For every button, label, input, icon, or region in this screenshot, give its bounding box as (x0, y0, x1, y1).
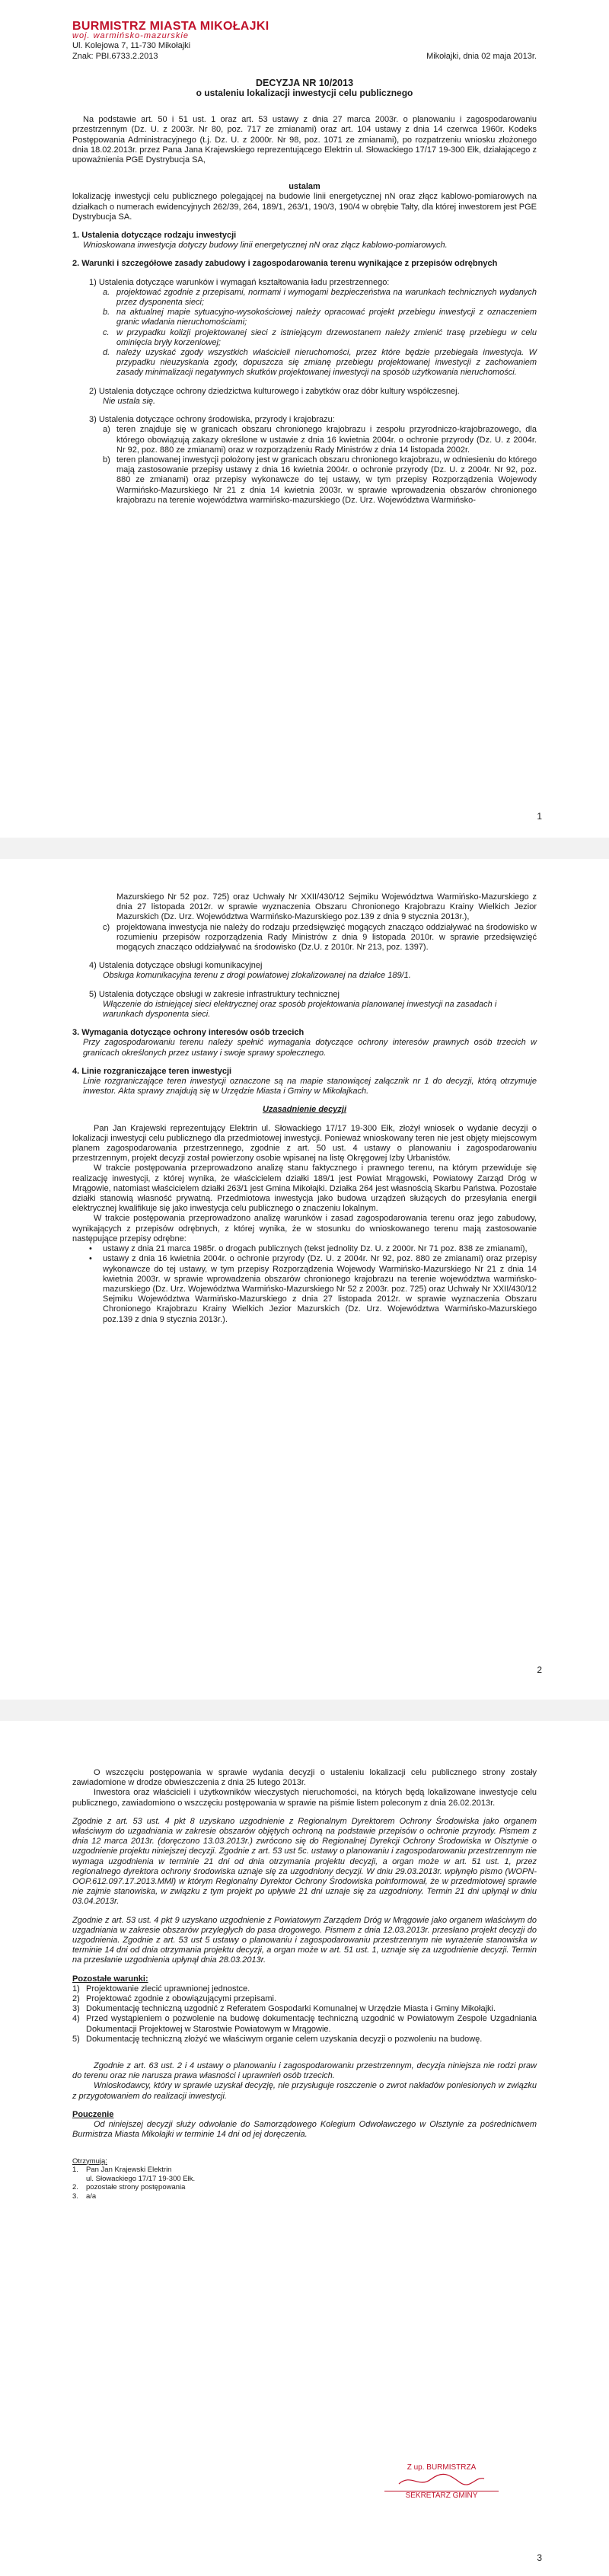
list-item: ul. Słowackiego 17/17 19-300 Ełk. (86, 2174, 196, 2183)
justification-paragraph: W trakcie postępowania przeprowadzono analizę stanu faktycznego i prawnego terenu, na którym przewiduje się realizację inwestycji, z której wynika, że właścicielem działki 189/1 jest Powiat Mrągowski, Powiatowy Zarząd Dróg w Mrągowie, natomiast właścicielem działki 263/1 jest Gmina Mikołajki. Działka 264 jest własnością Skarbu Państwa. Pozostałe działki stanowią własność prywatną. Przedmiotowa inwestycja jako budowa urządzeń służących do przesyłania energii elektrycznej kwalifikuje się jako inwestycja celu publicznego o znaczeniu lokalnym. (72, 1164, 537, 1214)
case-number: Znak: PBI.6733.2.2013 (72, 51, 158, 61)
section-2-4-text: Obsługa komunikacyjna terenu z drogi powiatowej zlokalizowanej na działce 189/1. (103, 971, 411, 981)
list-item: 3) Dokumentację techniczną uzgodnić z Referatem Gospodarki Komunalnej w Urzędzie Miasta i Gminy Mikołajki. (72, 2004, 496, 2014)
letterhead-subtitle: woj. warmińsko-mazurskie (72, 31, 189, 41)
section-2-3-title: 3) Ustalenia dotyczące ochrony środowiska, przyrody i krajobrazu: (89, 415, 335, 425)
section-4-title: 4. Linie rozgraniczające teren inwestycji (72, 1066, 232, 1076)
list-item: 2. pozostałe strony postępowania (72, 2183, 186, 2191)
ustalam-heading: ustalam (289, 182, 320, 192)
document-page-1 (0, 0, 609, 838)
page-3-content (72, 1768, 537, 2201)
letterhead-title: BURMISTRZ MIASTA MIKOŁAJKI (72, 20, 269, 33)
section-1-title: 1. Ustalenia dotyczące rodzaju inwestycji (72, 231, 237, 241)
section-1-text: Wnioskowana inwestycja dotyczy budowy linii energetycznej nN oraz złącz kablowo-pomiarowych. (83, 241, 448, 251)
page-number: 2 (537, 1665, 542, 1675)
justification-heading: Uzasadnienie decyzji (262, 1105, 347, 1115)
paragraph: Wnioskodawcy, który w sprawie uzyskał decyzję, nie przysługuje roszczenie o zwrot nakładów poniesionych w związku z przygotowaniem do realizacji inwestycji. (72, 2081, 537, 2101)
list-item: b) teren planowanej inwestycji położony jest w granicach obszaru chronionego krajobrazu, w odniesieniu do którego mają zastosowanie przepisy ustawy z dnia 16 kwietnia 2004r. o ochronie przyrody (Dz. U. z 2004r. Nr 92, poz. 880 ze zmianami) oraz przepisy wykonawcze do tej ustawy, w tym przepisy Rozporządzenia Wojewody Warmińsko-Mazurskiego Nr 21 z dnia 14 kwietnia 2003r. w sprawie wprowadzenia obszarów chronionego krajobrazu na terenie województwa warmińsko-mazurskiego (Dz. Urz. Województwa Warmińsko- (103, 455, 537, 505)
signature-scribble (396, 2472, 487, 2488)
page-number: 3 (537, 2552, 542, 2563)
page-2-content (72, 892, 537, 1325)
section-3-text: Przy zagospodarowaniu terenu należy spełnić wymagania dotyczące ochrony interesów prawnych osób trzecich w granicach określonych przez ustawy i swoje sprawy społecznego. (83, 1038, 537, 1058)
page-1-content (72, 21, 537, 506)
continued-text: Mazurskiego Nr 52 poz. 725) oraz Uchwały Nr XXII/430/12 Sejmiku Województwa Warmińsko-Mazurskiego z dnia 27 listopada 2012r. w sprawie wyznaczenia Obszaru Chronionego Krajobrazu Krainy Wielkich Jezior Mazurskich (Dz. Urz. Województwa Warmińsko-Mazurskiego poz.139 z dnia 9 stycznia 2013r.), (116, 892, 537, 922)
section-2-2-title: 2) Ustalenia dotyczące ochrony dziedzictwa kulturowego i zabytków oraz dóbr kultury współczesnej. (89, 386, 460, 396)
stamp-line-1: Z up. BURMISTRZA (407, 2463, 477, 2472)
legal-basis: Na podstawie art. 50 i 51 ust. 1 oraz art. 53 ustawy z dnia 27 marca 2003r. o planowaniu i zagospodarowaniu przestrzennym (Dz. U. z 2003r. Nr 80, poz. 717 ze zmianami) oraz art. 104 ustawy z dnia 14 czerwca 1960r. Kodeks Postępowania Administracyjnego (t.j. Dz. U. z 2000r. Nr 98, poz. 1071 ze zmianami), po rozpatrzeniu wniosku złożonego dnia 18.02.2013r. przez Pana Jana Krajewskiego reprezentującego Elektrin ul. Słowackiego 17/17 19-300 Ełk, działającego z upoważnienia PGE Dystrybucja SA, (72, 115, 537, 165)
list-item: d. należy uzyskać zgody wszystkich właścicieli nieruchomości, przez które będzie przebiegała inwestycja. W przypadku nieuzyskania zgody, dopuszcza się zmianę przebiegu projektowanej inwestycji z zachowaniem zasady minimalizacji negatywnych skutków projektowanej inwestycji na sposób użytkowania nieruchomości. (103, 348, 537, 378)
document-date: Mikołajki, dnia 02 maja 2013r. (426, 51, 537, 61)
list-item: b. na aktualnej mapie sytuacyjno-wysokościowej należy opracować projekt przebiegu inwestycji z oznaczeniem granic władania nieruchomościami; (103, 308, 537, 327)
section-2-1-list (103, 288, 537, 378)
page-number: 1 (537, 811, 542, 822)
paragraph: Zgodnie z art. 53 ust. 4 pkt 8 uzyskano uzgodnienie z Regionalnym Dyrektorem Ochrony Środowiska jako organem właściwym do uzgadniania w zakresie obszarów objętych ochroną na podstawie przepisów o ochronie przyrody. Pismem z dnia 12 marca 2013r. (doręczono 13.03.2013r.) zwrócono się do Regionalnej Dyrekcji Ochrony Środowiska w Olsztynie o uzgodnienie projektu niniejszej decyzji. Zgodnie z art. 53 ust 5c. ustawy o planowaniu i zagospodarowaniu przestrzennym nie wymaga uzgodnienia w terminie 21 dni od dnia otrzymania projektu decyzji, a organ może w art. 51 ust. 1, przez regionalnego dyrektora ochrony środowiska uznaje się za uzgodniony decyzji. W dniu 29.03.2013r. wpłynęło pismo (WOPN-OOP.612.097.17.2013.MMl) w którym Regionalny Dyrektor Ochrony Środowiska poinformował, że w przedmiotowej sprawie nie zajmie stanowiska, w związku z tym projekt po upływie 21 dni uznaje się za uzgodniony. Termin 21 dni upłynął w dniu 03.04.2013r. (72, 1816, 537, 1907)
section-2-4-title: 4) Ustalenia dotyczące obsługi komunikacyjnej (89, 961, 263, 971)
instruction-heading: Pouczenie (72, 2109, 114, 2119)
section-3-title: 3. Wymagania dotyczące ochrony interesów osób trzecich (72, 1028, 304, 1038)
recipients-list (72, 2166, 537, 2201)
document-page-3 (0, 1721, 609, 2576)
justification-paragraph: W trakcie postępowania przeprowadzono analizę warunków i zasad zagospodarowania terenu oraz jego zabudowy, wynikających z przepisów odrębnych, z której wynika, że w stosunku do wnioskowanego terenu mają zastosowanie następujące przepisy odrębne: (72, 1214, 537, 1243)
section-2-5-text: Włączenie do istniejącej sieci elektrycznej oraz sposób projektowania planowanej inwestycji na zasadach i warunkach dysponenta sieci. (103, 999, 497, 1020)
paragraph: O wszczęciu postępowania w sprawie wydania decyzji o ustaleniu lokalizacji celu publicznego strony zostały zawiadomione w drodze obwieszczenia z dnia 25 lutego 2013r. (72, 1768, 537, 1788)
list-item: 5) Dokumentację techniczną złożyć we właściwym organie celem uzyskania decyzji o pozwoleniu na budowę. (72, 2034, 483, 2044)
list-item: 4) Przed wystąpieniem o pozwolenie na budowę dokumentację techniczną uzgodnić w Powiatowym Zespole Uzgadniania Dokumentacji Projektowej w Starostwie Powiatowym w Mrągowie. (72, 2014, 537, 2034)
list-item: 1) Projektowanie zlecić uprawnionej jednostce. (72, 1984, 250, 1993)
paragraph: Zgodnie z art. 63 ust. 2 i 4 ustawy o planowaniu i zagospodarowaniu przestrzennym, decyzja niniejsza nie rodzi praw do terenu oraz nie narusza prawa własności i uprawnień osób trzecich. (72, 2061, 537, 2081)
paragraph: Zgodnie z art. 53 ust. 4 pkt 9 uzyskano uzgodnienie z Powiatowym Zarządem Dróg w Mrągowie jako organem właściwym do uzgadniania w zakresie obszarów przyległych do pasa drogowego. Pismem z dnia 12.03.2013r. przesłano projekt decyzji do uzgodnienia. Zgodnie z art. 53 ust 5 ustawy o planowaniu i zagospodarowaniu przestrzennym nie wyrażenie stanowiska w terminie 14 dni od dnia otrzymania projektu decyzji, a organ może w art. 51 ust. 1, uznaje się za uzgodnienie decyzji. Termin na przesłanie uzgodnienia upłynął dnia 28.03.2013r. (72, 1915, 537, 1965)
list-item: 2) Projektować zgodnie z obowiązującymi przepisami. (72, 1994, 277, 2004)
section-2-2-note: Nie ustala się. (103, 396, 156, 406)
stamp-line-2: SEKRETARZ GMINY (384, 2491, 499, 2500)
recipients-heading: Otrzymują: (72, 2156, 107, 2166)
list-item: • ustawy z dnia 16 kwietnia 2004r. o ochronie przyrody (Dz. U. z 2004r. Nr 92, poz. 880 ze zmianami) oraz przepisy wykonawcze do tej ustawy, w tym przepisy Rozporządzenia Wojewody Warmińsko-Mazurskiego Nr 21 z dnia 14 kwietnia 2003r. w sprawie wprowadzenia obszarów chronionego krajobrazu na terenie województwa warmińsko-mazurskiego (Dz. Urz. Województwa Warmińsko-Mazurskiego Nr 52 z 2003r. poz. 725) oraz Uchwały Nr XXII/430/12 Sejmiku Województwa Warmińsko-Mazurskiego z dnia 27 listopada 2012r. w sprawie wyznaczenia Obszaru Chronionego Krajobrazu Krainy Wielkich Jezior Mazurskich (Dz. Urz. Województwa Warmińsko-Mazurskiego poz.139 z dnia 9 stycznia 2013r.). (89, 1254, 537, 1324)
ustalam-text: lokalizację inwestycji celu publicznego polegającej na budowie linii energetycznej nN oraz złącz kablowo-pomiarowych na działkach o numerach ewidencyjnych 262/39, 264, 189/1, 263/1, 190/3, 190/4 w obrębie Tałty, dla której inwestorem jest PGE Dystrybucja SA. (72, 192, 537, 222)
instruction-text: Od niniejszej decyzji służy odwołanie do Samorządowego Kolegium Odwoławczego w Olsztynie za pośrednictwem Burmistrza Miasta Mikołajki w terminie 14 dni od jej doręczenia. (72, 2120, 537, 2140)
section-4-text: Linie rozgraniczające teren inwestycji oznaczone są na mapie stanowiącej załącznik nr 1 do decyzji, którą otrzymuje inwestor. Akta sprawy znajdują się w Urzędzie Miasta i Gminy w Mikołajkach. (83, 1077, 537, 1096)
section-2-1-title: 1) Ustalenia dotyczące warunków i wymagań kształtowania ładu przestrzennego: (89, 277, 390, 287)
decision-title: DECYZJA NR 10/2013 (255, 77, 354, 88)
other-conditions-list (72, 1984, 537, 2045)
other-conditions-heading: Pozostałe warunki: (72, 1974, 148, 1984)
document-page-2 (0, 859, 609, 1700)
justification-paragraph: Pan Jan Krajewski reprezentujący Elektrin ul. Słowackiego 17/17 19-300 Ełk, złożył wniosek o wydanie decyzji o lokalizacji inwestycji celu publicznego dla przedmiotowej inwestycji. Ponieważ wnioskowany teren nie jest objęty miejscowym planem zagospodarowania przestrzennego, zgodnie z art. 50 ust. 4 ustawy o planowaniu i zagospodarowaniu przestrzennym, projekt decyzji został powierzony osobie wpisanej na listę Okręgowej Izby Urbanistów. (72, 1123, 537, 1164)
section-2-5-title: 5) Ustalenia dotyczące obsługi w zakresie infrastruktury technicznej (89, 989, 340, 999)
paragraph: Inwestora oraz właścicieli i użytkowników wieczystych nieruchomości, na których będą lokalizowane inwestycje celu publicznego, zawiadomiono o wszczęciu postępowania w sprawie na piśmie listem poleconym z dnia 26.02.2013r. (72, 1788, 537, 1808)
list-item: a. projektować zgodnie z przepisami, normami i wymogami bezpieczeństwa na warunkach technicznych wydanych przez dysponenta sieci; (103, 287, 537, 308)
list-item: 1. Pan Jan Krajewski Elektrin (72, 2166, 172, 2174)
list-item: c) projektowana inwestycja nie należy do rodzaju przedsięwzięć mogących znacząco oddziaływać na środowisko w rozumieniu przepisów rozporządzenia Rady Ministrów z dnia 9 listopada 2010r. w sprawie przedsięwzięć mogących znacząco oddziaływać na środowisko (Dz.U. z 2010r. Nr 213, poz. 1397). (103, 922, 537, 953)
signature-stamp (384, 2463, 499, 2500)
decision-subtitle: o ustaleniu lokalizacji inwestycji celu publicznego (196, 88, 413, 99)
list-item: c. w przypadku kolizji projektowanej sieci z istniejącym drzewostanem należy zmienić trasę przebiegu w celu ominięcia bryły korzeniowej; (103, 327, 537, 347)
list-item: a) teren znajduje się w granicach obszaru chronionego krajobrazu i zespołu przyrodniczo-krajobrazowego, dla którego obowiązują zakazy określone w ustawie z dnia 16 kwietnia 2004r. o ochronie przyrody (Dz. U. z 2004r. Nr 92, poz. 880 ze zmianami) oraz w rozporządzeniu Rady Ministrów z dnia 14 listopada 2002r. (103, 425, 537, 455)
list-item: 3. a/a (72, 2191, 97, 2201)
section-2-title: 2. Warunki i szczegółowe zasady zabudowy i zagospodarowania terenu wynikające z przepisów odrębnych (72, 259, 498, 269)
list-item: • ustawy z dnia 21 marca 1985r. o drogach publicznych (tekst jednolity Dz. U. z 2000r. Nr 71 poz. 838 ze zmianami), (89, 1244, 528, 1254)
sender-address: Ul. Kolejowa 7, 11-730 Mikołajki (72, 41, 191, 51)
